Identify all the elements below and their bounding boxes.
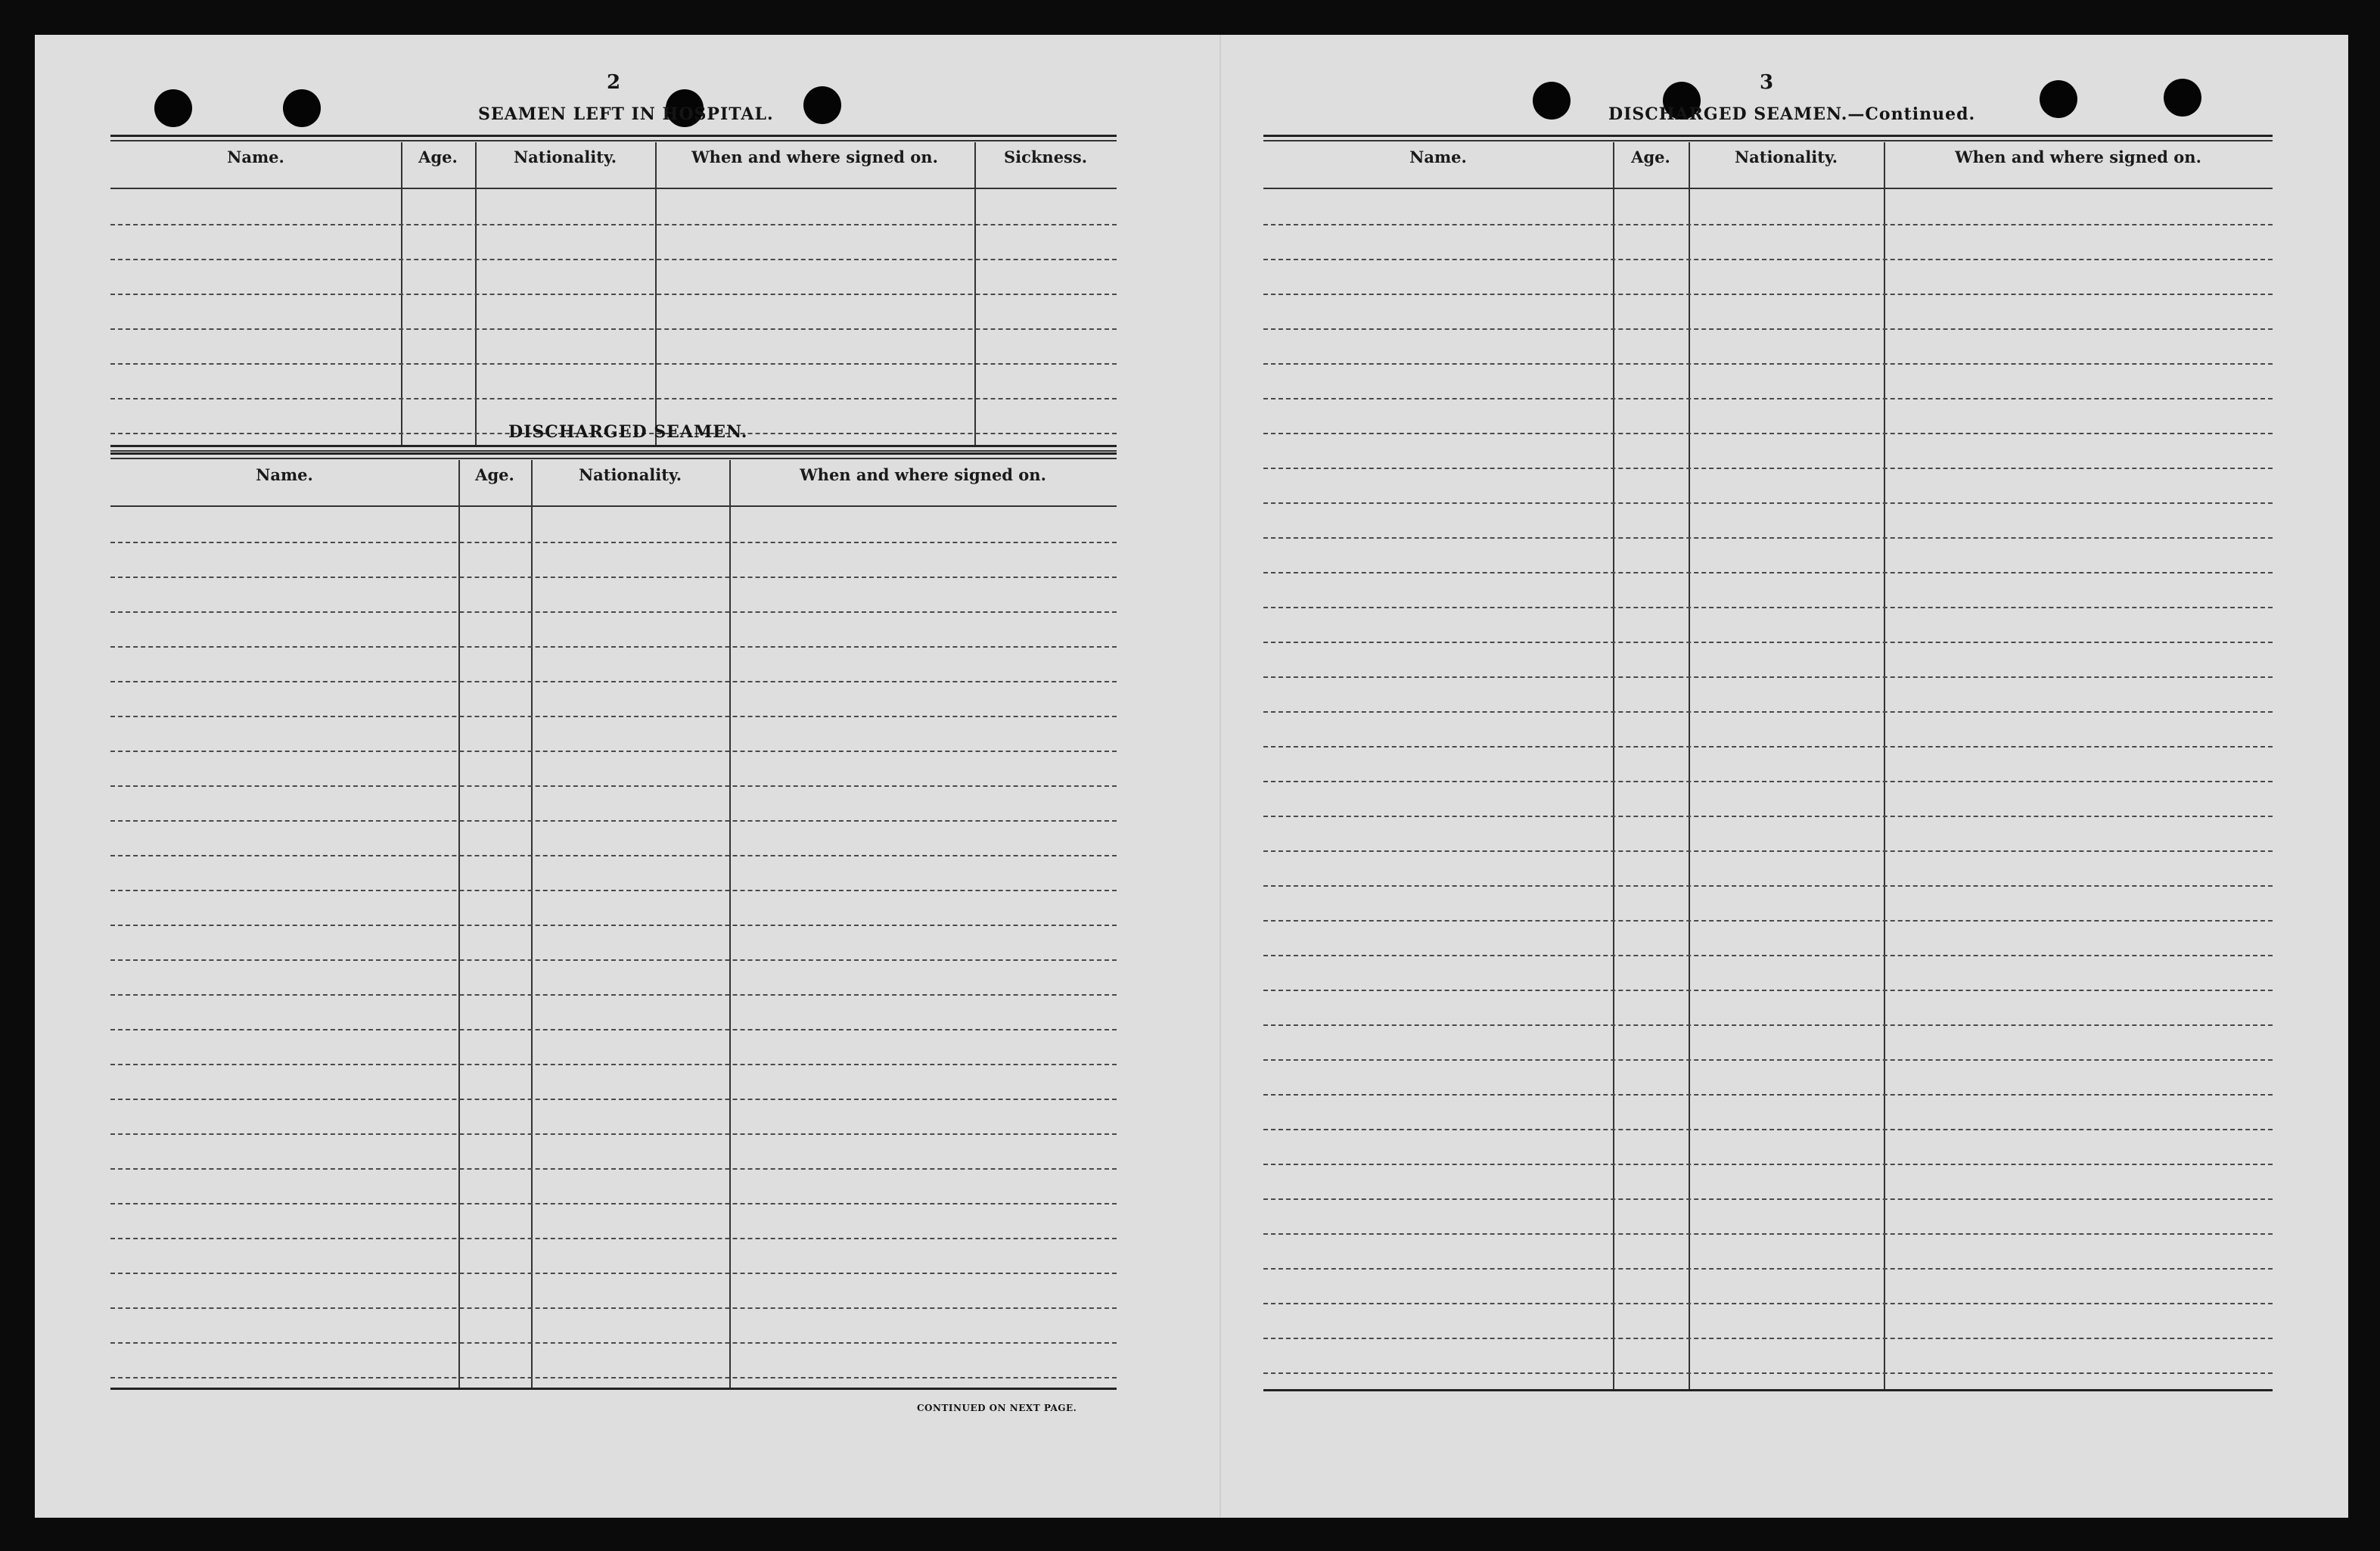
entry-row-line (110, 820, 1117, 822)
entry-row-line (1263, 1198, 2273, 1200)
entry-row-line (110, 294, 1117, 295)
entry-row-line (110, 681, 1117, 682)
header-underline (1263, 188, 2273, 189)
col-age-header: Age. (475, 465, 514, 484)
entry-row-line (110, 1377, 1117, 1378)
col-sickness-header: Sickness. (1003, 148, 1088, 166)
entry-row-line (110, 646, 1117, 648)
column-divider (458, 460, 460, 1388)
col-nationality-header: Nationality. (513, 148, 617, 166)
hospital-table (110, 142, 1117, 445)
entry-row-line (110, 328, 1117, 330)
punch-hole (1533, 82, 1571, 120)
entry-row-line (110, 925, 1117, 926)
entry-row-line (110, 785, 1117, 787)
entry-row-line (1263, 1372, 2273, 1374)
entry-row-line (110, 855, 1117, 856)
entry-row-line (110, 577, 1117, 578)
page-number-right: 3 (1760, 71, 1774, 94)
entry-row-line (110, 716, 1117, 717)
discharged-table (110, 460, 1117, 1388)
entry-row-line (1263, 816, 2273, 817)
entry-row-line (1263, 363, 2273, 365)
punch-hole (154, 89, 192, 127)
entry-row-line (1263, 1059, 2273, 1061)
entry-row-line (1263, 607, 2273, 608)
header-underline (110, 505, 1117, 507)
entry-row-line (110, 1203, 1117, 1204)
entry-row-line (1263, 1129, 2273, 1130)
col-age-header: Age. (418, 148, 458, 166)
discharged-section-title: DISCHARGED SEAMEN. (508, 422, 748, 442)
entry-row-line (1263, 676, 2273, 678)
discharged-continued-table (1263, 142, 2273, 1389)
entry-row-line (1263, 398, 2273, 399)
punch-hole (2040, 80, 2077, 118)
entry-row-line (110, 1342, 1117, 1344)
continued-note: CONTINUED ON NEXT PAGE. (917, 1403, 1077, 1413)
hospital-top-rule (110, 135, 1117, 137)
col-nationality-header: Nationality. (578, 465, 682, 484)
punch-hole (283, 89, 321, 127)
entry-row-line (1263, 850, 2273, 852)
page-number-left: 2 (607, 71, 621, 94)
entry-row-line (1263, 1303, 2273, 1304)
entry-row-line (110, 363, 1117, 365)
hospital-bottom-rule (110, 445, 1117, 447)
page-fold (1220, 35, 1221, 1518)
col-name-header: Name. (227, 148, 284, 166)
entry-row-line (1263, 502, 2273, 504)
col-signed-on-header: When and where signed on. (691, 148, 938, 166)
entry-row-line (110, 1307, 1117, 1309)
entry-row-line (1263, 1094, 2273, 1096)
record-sheet (35, 35, 2348, 1518)
col-nationality-header: Nationality. (1734, 148, 1838, 166)
entry-row-line (110, 1029, 1117, 1030)
entry-row-line (110, 994, 1117, 996)
entry-row-line (110, 1238, 1117, 1239)
punch-hole (803, 86, 841, 124)
punch-hole (2164, 79, 2201, 117)
col-name-header: Name. (1409, 148, 1467, 166)
entry-row-line (1263, 294, 2273, 295)
discharged-top-rule (110, 452, 1117, 455)
entry-row-line (1263, 781, 2273, 782)
entry-row-line (1263, 1268, 2273, 1270)
entry-row-line (110, 611, 1117, 613)
entry-row-line (1263, 955, 2273, 956)
entry-row-line (1263, 433, 2273, 434)
entry-row-line (110, 1133, 1117, 1135)
col-signed-on-header: When and where signed on. (1955, 148, 2201, 166)
entry-row-line (110, 959, 1117, 961)
table-bottom-rule (1263, 1389, 2273, 1391)
entry-row-line (1263, 572, 2273, 573)
entry-row-line (1263, 224, 2273, 225)
entry-row-line (110, 224, 1117, 225)
col-signed-on-header: When and where signed on. (800, 465, 1046, 484)
entry-row-line (110, 1273, 1117, 1274)
entry-row-line (1263, 328, 2273, 330)
column-divider (531, 460, 533, 1388)
col-age-header: Age. (1631, 148, 1670, 166)
entry-row-line (1263, 468, 2273, 469)
entry-row-line (110, 398, 1117, 399)
entry-row-line (110, 1099, 1117, 1100)
col-name-header: Name. (256, 465, 313, 484)
column-divider (729, 460, 731, 1388)
entry-row-line (110, 542, 1117, 543)
entry-row-line (1263, 711, 2273, 713)
entry-row-line (1263, 1024, 2273, 1026)
entry-row-line (1263, 885, 2273, 887)
table-bottom-rule (110, 1388, 1117, 1390)
entry-row-line (110, 890, 1117, 891)
entry-row-line (110, 1168, 1117, 1170)
hospital-section-title: SEAMEN LEFT IN HOSPITAL. (478, 104, 774, 124)
entry-row-line (1263, 259, 2273, 260)
entry-row-line (1263, 1338, 2273, 1339)
entry-row-line (1263, 746, 2273, 748)
entry-row-line (1263, 537, 2273, 539)
entry-row-line (110, 1064, 1117, 1065)
entry-row-line (1263, 1164, 2273, 1165)
entry-row-line (110, 751, 1117, 752)
entry-row-line (1263, 920, 2273, 922)
right-top-rule (1263, 135, 2273, 137)
discharged-continued-title: DISCHARGED SEAMEN.—Continued. (1608, 104, 1976, 124)
entry-row-line (110, 259, 1117, 260)
entry-row-line (1263, 642, 2273, 643)
entry-row-line (1263, 990, 2273, 991)
entry-row-line (1263, 1233, 2273, 1235)
header-underline (110, 188, 1117, 189)
